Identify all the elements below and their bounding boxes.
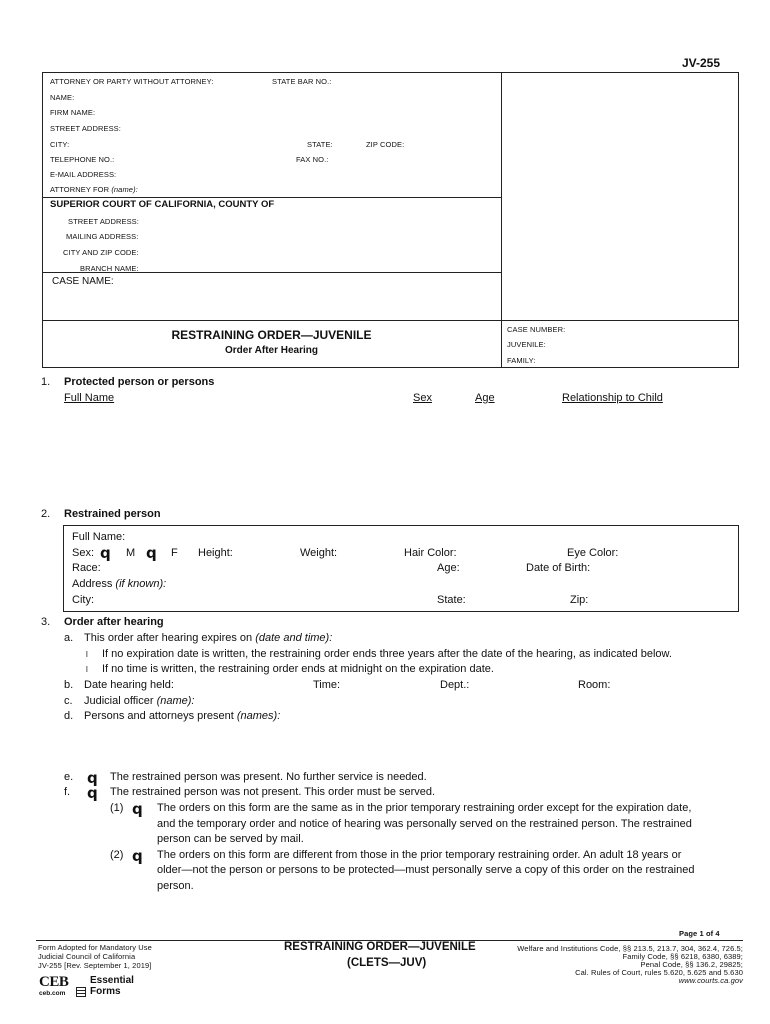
same-orders-checkbox-icon[interactable]: q <box>132 800 143 818</box>
adopted-line-2: Judicial Council of California <box>38 952 136 961</box>
state-bar-label: STATE BAR NO.: <box>272 77 332 86</box>
forms-logo-text: Forms <box>90 986 121 997</box>
cite-line-4: Cal. Rules of Court, rules 5.620, 5.625 and 5.630 <box>575 968 743 977</box>
restrained-eye: Eye Color: <box>567 547 619 559</box>
caption-divider <box>501 72 502 368</box>
footer-title: RESTRAINING ORDER—JUVENILE <box>284 941 476 953</box>
restrained-state: State: <box>437 594 466 606</box>
court-mailing: MAILING ADDRESS: <box>66 232 139 241</box>
bullet-icon: l <box>86 665 88 674</box>
city-label: CITY: <box>50 140 70 149</box>
essential-forms-logo <box>76 975 134 1001</box>
section1-title: Protected person or persons <box>64 376 215 388</box>
telephone-label: TELEPHONE NO.: <box>50 155 115 164</box>
expiration-note-1: If no expiration date is written, the restraining order ends three years after the date of the hearing, as indicated below. <box>102 648 672 660</box>
not-present-checkbox-icon[interactable]: q <box>87 784 98 802</box>
item-a-letter: a. <box>64 632 74 644</box>
male-checkbox-icon[interactable]: q <box>100 544 111 562</box>
not-present-text: The restrained person was not present. This order must be served. <box>110 786 436 798</box>
name-label: NAME: <box>50 93 75 102</box>
street-label: STREET ADDRESS: <box>50 124 121 133</box>
restrained-race: Race: <box>72 562 101 574</box>
document-subtitle: Order After Hearing <box>225 345 318 356</box>
restrained-full-name: Full Name: <box>72 531 126 543</box>
firm-label: FIRM NAME: <box>50 108 96 117</box>
section2-title: Restrained person <box>64 508 161 520</box>
cite-line-3: Penal Code, §§ 136.2, 29825; <box>640 960 743 969</box>
item-e-letter: e. <box>64 771 74 783</box>
item-a-text <box>84 632 332 644</box>
attorney-for-label <box>50 185 138 194</box>
hearing-date-label: Date hearing held: <box>84 679 174 691</box>
col-age: Age <box>475 392 495 404</box>
restrained-hair: Hair Color: <box>404 547 457 559</box>
f1-line-1: The orders on this form are the same as in the prior temporary restraining order except for the expiration date, <box>157 802 692 814</box>
restrained-zip: Zip: <box>570 594 589 606</box>
restrained-person-box <box>63 525 739 612</box>
restrained-weight: Weight: <box>300 547 338 559</box>
restrained-height: Height: <box>198 547 233 559</box>
email-label: E-MAIL ADDRESS: <box>50 170 117 179</box>
hearing-room-label: Room: <box>578 679 611 691</box>
zip-label: ZIP CODE: <box>366 140 405 149</box>
case-number-label: CASE NUMBER: <box>507 325 566 334</box>
cite-line-1: Welfare and Institutions Code, §§ 213.5, 213.7, 304, 362.4, 726.5; <box>517 944 743 953</box>
f1-number: (1) <box>110 802 124 814</box>
page-number: Page 1 of 4 <box>679 929 720 938</box>
expires-italic: (date and time): <box>255 632 333 644</box>
court-street: STREET ADDRESS: <box>68 217 139 226</box>
address-note: (if known): <box>115 578 167 590</box>
case-name-label: CASE NAME: <box>52 276 114 287</box>
item-c-letter: c. <box>64 695 73 707</box>
restrained-sex: Sex: <box>72 547 95 559</box>
document-title: RESTRAINING ORDER—JUVENILE <box>171 328 372 342</box>
caption-box <box>42 72 739 368</box>
item-d-letter: d. <box>64 710 74 722</box>
f1-line-3: person can be served by mail. <box>157 833 304 845</box>
male-label: M <box>126 547 136 559</box>
forms-icon <box>76 987 86 997</box>
court-divider <box>42 197 501 198</box>
present-checkbox-icon[interactable]: q <box>87 769 98 787</box>
cite-line-2: Family Code, §§ 6218, 6380, 6389; <box>622 952 743 961</box>
title-divider <box>42 320 739 321</box>
section2-number: 2. <box>41 508 51 520</box>
attorney-for-text: ATTORNEY FOR <box>50 185 110 194</box>
court-title: SUPERIOR COURT OF CALIFORNIA, COUNTY OF <box>50 199 275 210</box>
different-orders-checkbox-icon[interactable]: q <box>132 847 143 865</box>
attorney-label: ATTORNEY OR PARTY WITHOUT ATTORNEY: <box>50 77 214 86</box>
col-sex: Sex <box>413 392 432 404</box>
fax-label: FAX NO.: <box>296 155 329 164</box>
ceb-logo-url: ceb.com <box>39 990 66 997</box>
restrained-address <box>72 578 166 590</box>
f2-line-3: person. <box>157 880 194 892</box>
bullet-icon: l <box>86 650 88 659</box>
footer-subtitle: (CLETS—JUV) <box>347 957 427 969</box>
female-checkbox-icon[interactable]: q <box>146 544 157 562</box>
expires-text: This order after hearing expires on <box>84 632 253 644</box>
judicial-officer-italic: (name): <box>156 695 195 707</box>
hearing-dept-label: Dept.: <box>440 679 470 691</box>
col-full-name: Full Name <box>64 392 115 404</box>
form-id: JV-255 <box>682 56 721 70</box>
section3-title: Order after hearing <box>64 616 164 628</box>
forms-logo-row <box>76 986 126 998</box>
family-label: FAMILY: <box>507 356 536 365</box>
f2-line-1: The orders on this form are different from those in the prior temporary restraining order. An adult 18 years or <box>157 849 682 861</box>
col-relationship: Relationship to Child <box>562 392 663 404</box>
f2-number: (2) <box>110 849 124 861</box>
restrained-city: City: <box>72 594 94 606</box>
state-label: STATE: <box>307 140 333 149</box>
section3-number: 3. <box>41 616 51 628</box>
judicial-officer-label <box>84 695 194 707</box>
address-label: Address <box>72 578 113 590</box>
persons-present-text: Persons and attorneys present <box>84 710 234 722</box>
ceb-logo-text: CEB <box>39 974 69 990</box>
court-city-zip: CITY AND ZIP CODE: <box>63 248 139 257</box>
judicial-officer-text: Judicial officer <box>84 695 154 707</box>
cite-line-5: www.courts.ca.gov <box>678 976 743 985</box>
court-branch: BRANCH NAME: <box>80 264 139 273</box>
f1-line-2: and the temporary order and notice of hearing was personally served on the restrained person. The restrained <box>157 818 692 830</box>
present-text: The restrained person was present. No further service is needed. <box>110 771 427 783</box>
item-f-letter: f. <box>64 786 71 798</box>
attorney-for-name: (name): <box>111 185 138 194</box>
essential-logo-text: Essential <box>90 975 134 986</box>
expiration-note-2: If no time is written, the restraining order ends at midnight on the expiration date. <box>102 663 494 675</box>
section1-number: 1. <box>41 376 51 388</box>
juvenile-label: JUVENILE: <box>507 340 546 349</box>
hearing-time-label: Time: <box>313 679 341 691</box>
item-b-letter: b. <box>64 679 74 691</box>
ceb-logo <box>39 975 69 1001</box>
adopted-line-3: JV-255 [Rev. September 1, 2019] <box>38 961 152 970</box>
persons-present-label <box>84 710 280 722</box>
restrained-dob: Date of Birth: <box>526 562 591 574</box>
female-label: F <box>171 547 178 559</box>
persons-present-italic: (names): <box>236 710 281 722</box>
adopted-line-1: Form Adopted for Mandatory Use <box>38 943 152 952</box>
f2-line-2: older—not the person or persons to be protected—must personally serve a copy of this order on the restrained <box>157 864 695 876</box>
restrained-age: Age: <box>437 562 460 574</box>
